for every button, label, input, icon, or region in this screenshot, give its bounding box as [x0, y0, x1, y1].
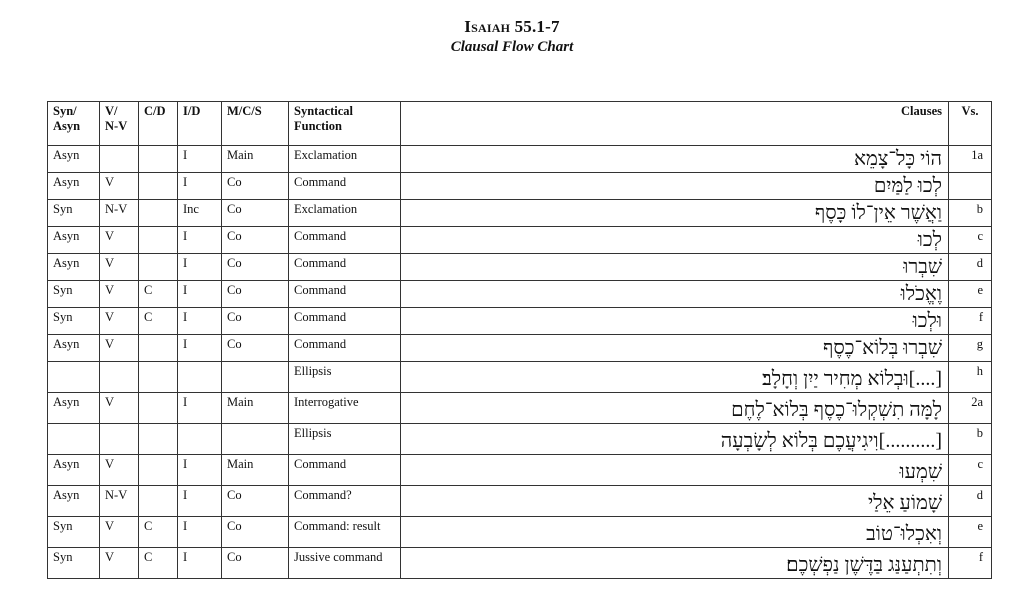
header-function-line1: Syntactical	[294, 104, 354, 118]
cell-v-nv: V	[100, 548, 139, 579]
cell-function: Interrogative	[289, 393, 401, 424]
table-row	[48, 173, 992, 200]
table-header-row	[48, 102, 992, 146]
cell-function: Command	[289, 455, 401, 486]
table-row	[48, 281, 992, 308]
cell-function: Command?	[289, 486, 401, 517]
cell-verse: e	[949, 281, 992, 308]
cell-cd	[139, 146, 178, 173]
cell-mcs	[222, 362, 289, 393]
cell-cd: C	[139, 517, 178, 548]
cell-mcs: Co	[222, 308, 289, 335]
cell-mcs: Co	[222, 517, 289, 548]
table-row	[48, 335, 992, 362]
cell-verse: c	[949, 455, 992, 486]
cell-v-nv: V	[100, 254, 139, 281]
cell-function: Exclamation	[289, 200, 401, 227]
page-subtitle: Clausal Flow Chart	[450, 39, 574, 55]
cell-clause: שִׁבְרוּ	[401, 254, 949, 281]
cell-syn-asyn: Syn	[48, 308, 100, 335]
table-row	[48, 200, 992, 227]
cell-verse: d	[949, 254, 992, 281]
header-vnv-line2: N-V	[105, 119, 128, 133]
cell-v-nv: N-V	[100, 486, 139, 517]
cell-v-nv: V	[100, 227, 139, 254]
cell-cd	[139, 455, 178, 486]
cell-cd: C	[139, 548, 178, 579]
table-row	[48, 362, 992, 393]
header-syn-line2: Asyn	[53, 119, 81, 133]
cell-syn-asyn: Asyn	[48, 254, 100, 281]
table-row	[48, 424, 992, 455]
cell-v-nv: V	[100, 308, 139, 335]
cell-verse	[949, 173, 992, 200]
cell-cd	[139, 393, 178, 424]
cell-function: Command	[289, 335, 401, 362]
cell-clause: הוֹי כָּל־צָמֵא	[401, 146, 949, 173]
table-row	[48, 455, 992, 486]
cell-clause: וְאִכְלוּ־טוֹב	[401, 517, 949, 548]
cell-cd: C	[139, 281, 178, 308]
cell-syn-asyn: Asyn	[48, 146, 100, 173]
cell-verse: 1a	[949, 146, 992, 173]
cell-syn-asyn: Syn	[48, 200, 100, 227]
cell-function: Ellipsis	[289, 424, 401, 455]
cell-v-nv: V	[100, 517, 139, 548]
table-row	[48, 146, 992, 173]
header-syn-asyn	[48, 102, 100, 146]
cell-id: I	[178, 455, 222, 486]
cell-id: I	[178, 486, 222, 517]
cell-function: Jussive command	[289, 548, 401, 579]
header-mcs: M/C/S	[222, 102, 289, 146]
cell-id	[178, 362, 222, 393]
cell-syn-asyn: Syn	[48, 548, 100, 579]
table-row	[48, 254, 992, 281]
cell-cd	[139, 173, 178, 200]
cell-mcs: Co	[222, 200, 289, 227]
cell-verse: e	[949, 517, 992, 548]
table-row	[48, 308, 992, 335]
cell-clause: לְכוּ לַמַּיִם	[401, 173, 949, 200]
clausal-flow-table	[47, 101, 992, 579]
header-vs: Vs.	[949, 102, 992, 146]
cell-verse: h	[949, 362, 992, 393]
cell-function: Command	[289, 254, 401, 281]
cell-mcs	[222, 424, 289, 455]
cell-id: I	[178, 227, 222, 254]
cell-clause: לָמָּה תִשְׁקְלוּ־כֶסֶף בְּלוֹא־לֶחֶם	[401, 393, 949, 424]
cell-cd	[139, 362, 178, 393]
cell-verse: g	[949, 335, 992, 362]
header-id: I/D	[178, 102, 222, 146]
header-vnv-line1: V/	[105, 104, 118, 118]
cell-mcs: Co	[222, 227, 289, 254]
cell-verse: f	[949, 308, 992, 335]
cell-clause: וְתִתְעַנַּג בַּדֶּשֶׁן נַפְשְׁכֶם׃	[401, 548, 949, 579]
cell-v-nv	[100, 146, 139, 173]
cell-v-nv	[100, 424, 139, 455]
cell-v-nv: N-V	[100, 200, 139, 227]
cell-mcs: Co	[222, 254, 289, 281]
table-row	[48, 548, 992, 579]
cell-verse: 2a	[949, 393, 992, 424]
cell-mcs: Co	[222, 281, 289, 308]
cell-v-nv: V	[100, 173, 139, 200]
cell-cd	[139, 486, 178, 517]
cell-function: Command: result	[289, 517, 401, 548]
cell-v-nv: V	[100, 393, 139, 424]
cell-id: I	[178, 308, 222, 335]
cell-mcs: Main	[222, 146, 289, 173]
cell-clause: לְכוּ	[401, 227, 949, 254]
cell-cd	[139, 424, 178, 455]
table-row	[48, 393, 992, 424]
cell-clause: שָׁמוֹעַ אֵלַי	[401, 486, 949, 517]
page-title: Isaiah 55.1-7	[464, 17, 560, 36]
cell-id: I	[178, 146, 222, 173]
cell-clause: [..........]וִיגִיעֲכֶם בְּלוֹא לְשָׂבְעָה	[401, 424, 949, 455]
cell-function: Command	[289, 227, 401, 254]
cell-function: Command	[289, 308, 401, 335]
cell-v-nv	[100, 362, 139, 393]
cell-verse: c	[949, 227, 992, 254]
cell-id	[178, 424, 222, 455]
cell-id: I	[178, 173, 222, 200]
cell-id: Inc	[178, 200, 222, 227]
cell-cd	[139, 227, 178, 254]
cell-id: I	[178, 548, 222, 579]
header-syn-line1: Syn/	[53, 104, 77, 118]
cell-syn-asyn: Asyn	[48, 227, 100, 254]
cell-function: Ellipsis	[289, 362, 401, 393]
cell-clause: וֶאֱכֹלוּ	[401, 281, 949, 308]
cell-mcs: Co	[222, 548, 289, 579]
cell-id: I	[178, 281, 222, 308]
cell-syn-asyn	[48, 424, 100, 455]
cell-syn-asyn: Syn	[48, 517, 100, 548]
cell-v-nv: V	[100, 281, 139, 308]
cell-clause: שִׁמְעוּ	[401, 455, 949, 486]
cell-verse: d	[949, 486, 992, 517]
cell-clause: שִׁבְרוּ בְּלוֹא־כֶסֶף	[401, 335, 949, 362]
cell-function: Command	[289, 173, 401, 200]
cell-function: Exclamation	[289, 146, 401, 173]
cell-function: Command	[289, 281, 401, 308]
cell-verse: b	[949, 424, 992, 455]
cell-cd	[139, 200, 178, 227]
cell-clause: וַאֲשֶׁר אֵין־לוֹ כָּסֶף	[401, 200, 949, 227]
cell-verse: b	[949, 200, 992, 227]
cell-id: I	[178, 335, 222, 362]
cell-syn-asyn: Asyn	[48, 335, 100, 362]
cell-id: I	[178, 517, 222, 548]
cell-cd: C	[139, 308, 178, 335]
table-row	[48, 486, 992, 517]
header-function-line2: Function	[294, 119, 342, 133]
cell-syn-asyn: Asyn	[48, 173, 100, 200]
cell-mcs: Main	[222, 455, 289, 486]
cell-mcs: Co	[222, 335, 289, 362]
cell-verse: f	[949, 548, 992, 579]
header-cd: C/D	[139, 102, 178, 146]
cell-mcs: Co	[222, 486, 289, 517]
cell-syn-asyn	[48, 362, 100, 393]
cell-cd	[139, 335, 178, 362]
cell-v-nv: V	[100, 335, 139, 362]
cell-mcs: Main	[222, 393, 289, 424]
cell-syn-asyn: Asyn	[48, 393, 100, 424]
cell-v-nv: V	[100, 455, 139, 486]
cell-mcs: Co	[222, 173, 289, 200]
cell-clause: [....]וּבְלוֹא מְחִיר יַיִן וְחָלָב׃	[401, 362, 949, 393]
cell-id: I	[178, 393, 222, 424]
table-row	[48, 227, 992, 254]
header-clauses: Clauses	[401, 102, 949, 146]
table-row	[48, 517, 992, 548]
cell-id: I	[178, 254, 222, 281]
cell-syn-asyn: Asyn	[48, 486, 100, 517]
cell-syn-asyn: Asyn	[48, 455, 100, 486]
cell-cd	[139, 254, 178, 281]
header-v-nv	[100, 102, 139, 146]
header-function	[289, 102, 401, 146]
cell-clause: וּלְכוּ	[401, 308, 949, 335]
cell-syn-asyn: Syn	[48, 281, 100, 308]
